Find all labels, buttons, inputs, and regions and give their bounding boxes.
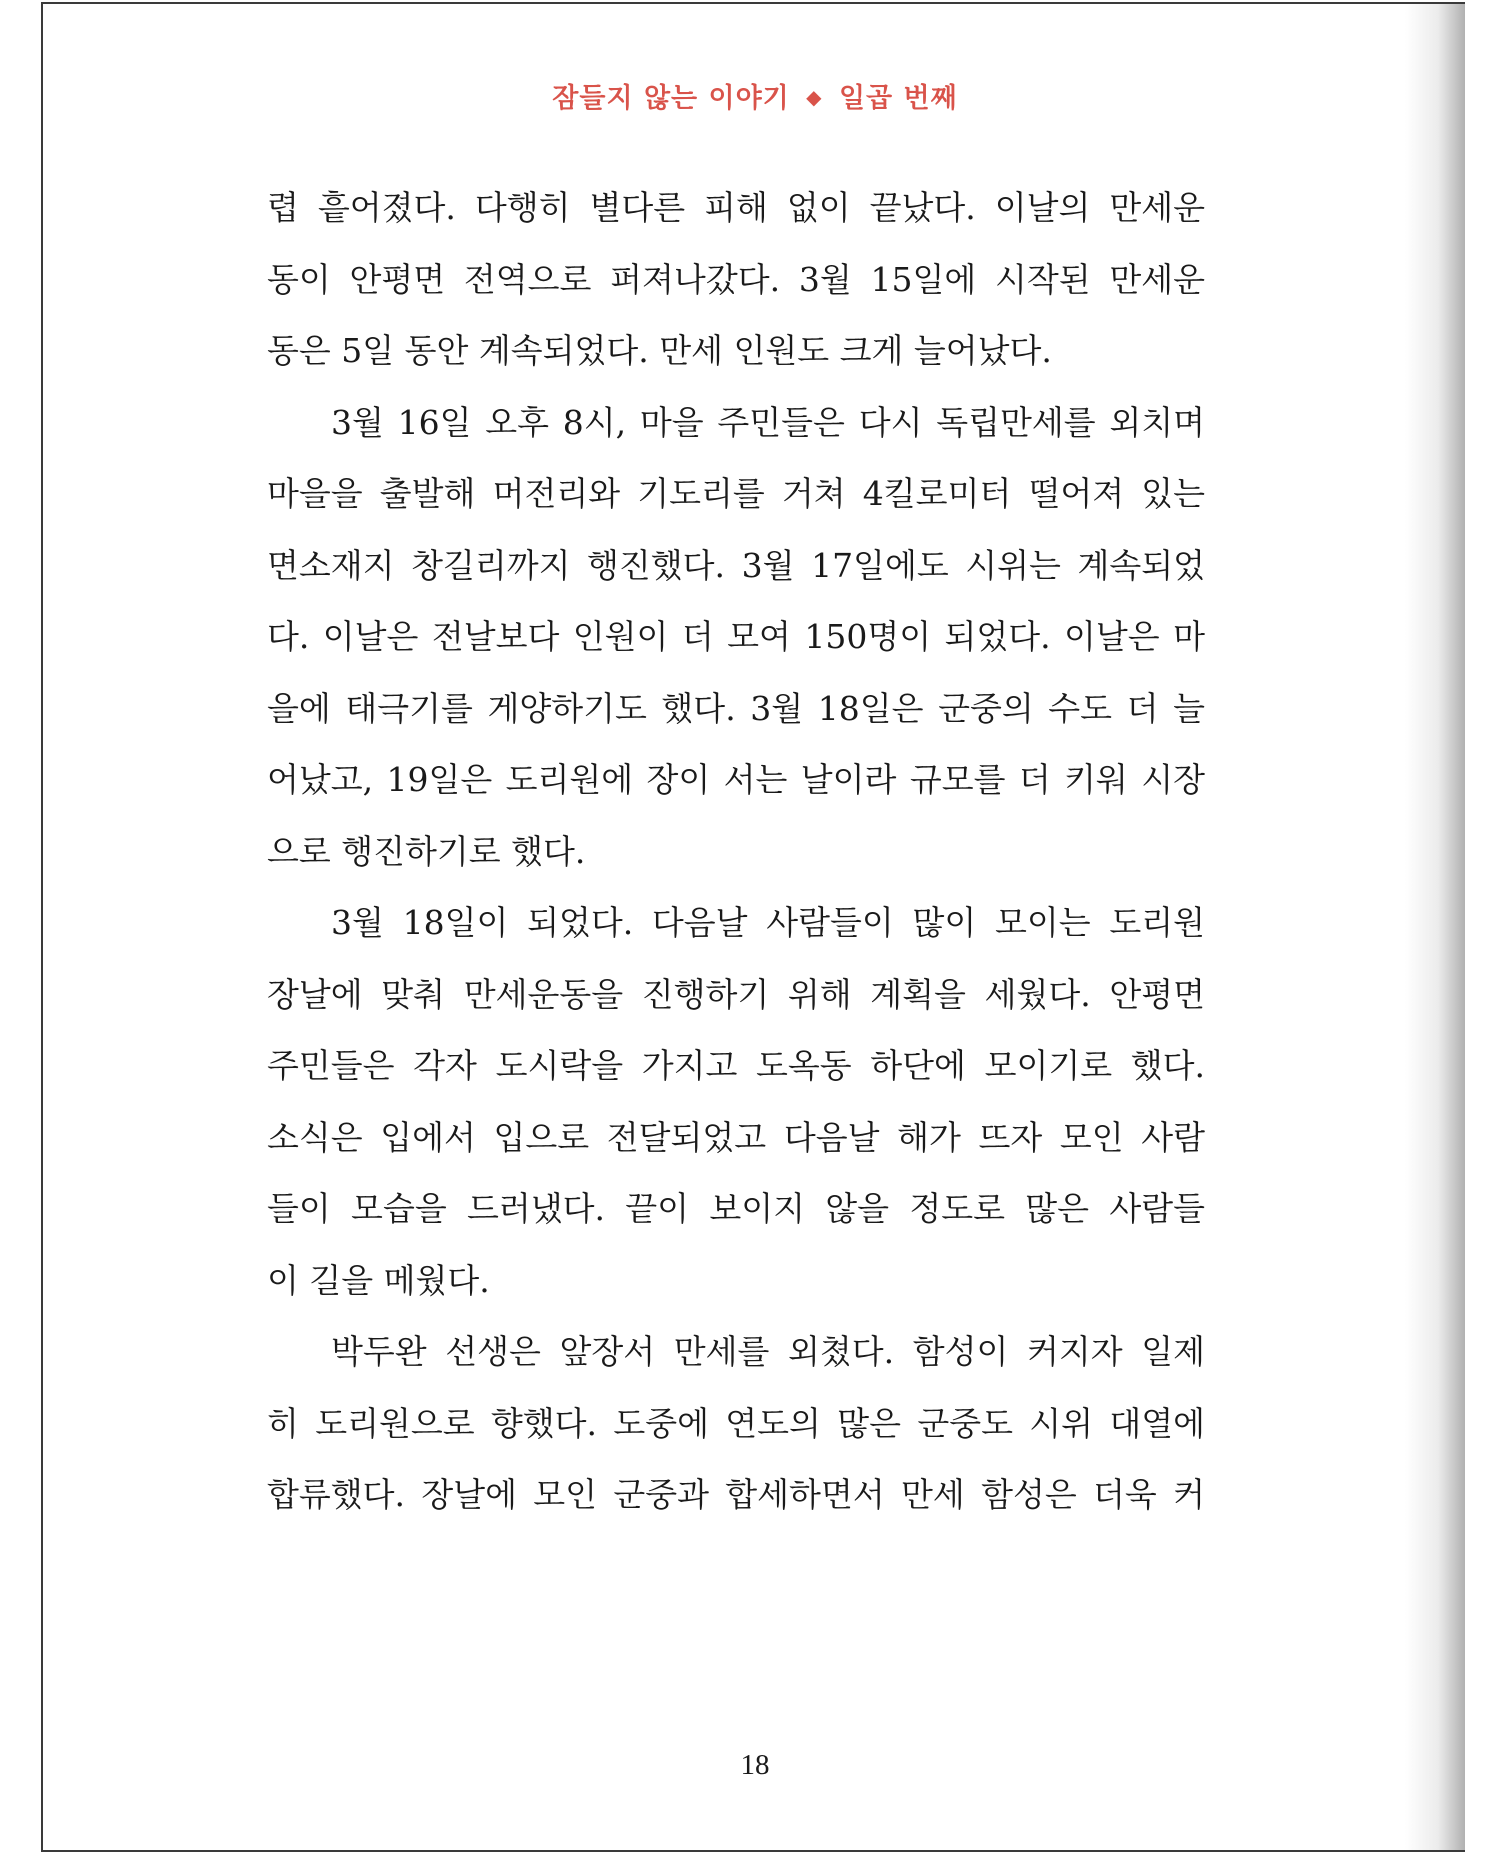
body-text	[267, 172, 1205, 1531]
book-title: 잠들지 않는 이야기	[552, 83, 790, 114]
page-edge-shadow	[1405, 4, 1465, 1850]
text-line: 소식은 입에서 입으로 전달되었고 다음날 해가 뜨자 모인 사람	[267, 1117, 1205, 1157]
chapter-title: 일곱 번째	[838, 83, 958, 114]
diamond-separator-icon: ◆	[806, 85, 823, 109]
text-line: 3월 18일이 되었다. 다음날 사람들이 많이 모이는 도리원	[331, 903, 1205, 942]
text-line: 을에 태극기를 게양하기도 했다. 3월 18일은 군중의 수도 더 늘	[267, 688, 1205, 728]
text-line: 이 길을 메웠다.	[267, 1260, 490, 1300]
text-line: 다. 이날은 전날보다 인원이 더 모여 150명이 되었다. 이날은 마	[267, 617, 1205, 656]
text-line: 동은 5일 동안 계속되었다. 만세 인원도 크게 늘어났다.	[267, 331, 1052, 370]
text-line: 장날에 맞춰 만세운동을 진행하기 위해 계획을 세웠다. 안평면	[267, 974, 1205, 1014]
text-line: 박두완 선생은 앞장서 만세를 외쳤다. 함성이 커지자 일제	[331, 1332, 1205, 1371]
text-line: 합류했다. 장날에 모인 군중과 합세하면서 만세 함성은 더욱 커	[267, 1475, 1205, 1514]
text-line: 주민들은 각자 도시락을 가지고 도옥동 하단에 모이기로 했다.	[267, 1046, 1205, 1085]
text-line: 3월 16일 오후 8시, 마을 주민들은 다시 독립만세를 외치며	[331, 402, 1205, 442]
text-line: 들이 모습을 드러냈다. 끝이 보이지 않을 정도로 많은 사람들	[267, 1189, 1205, 1228]
text-line: 면소재지 창길리까지 행진했다. 3월 17일에도 시위는 계속되었	[267, 545, 1205, 585]
text-line: 렵 흩어졌다. 다행히 별다른 피해 없이 끝났다. 이날의 만세운	[267, 188, 1205, 227]
text-line: 히 도리원으로 향했다. 도중에 연도의 많은 군중도 시위 대열에	[267, 1403, 1205, 1443]
book-page	[41, 2, 1465, 1852]
page-number: 18	[740, 1749, 770, 1781]
text-line: 동이 안평면 전역으로 퍼져나갔다. 3월 15일에 시작된 만세운	[267, 259, 1205, 299]
running-header	[43, 76, 1465, 115]
text-line: 어났고, 19일은 도리원에 장이 서는 날이라 규모를 더 키워 시장	[267, 760, 1205, 799]
text-line: 으로 행진하기로 했다.	[267, 831, 586, 871]
text-line: 마을을 출발해 머전리와 기도리를 거쳐 4킬로미터 떨어져 있는	[267, 474, 1205, 513]
